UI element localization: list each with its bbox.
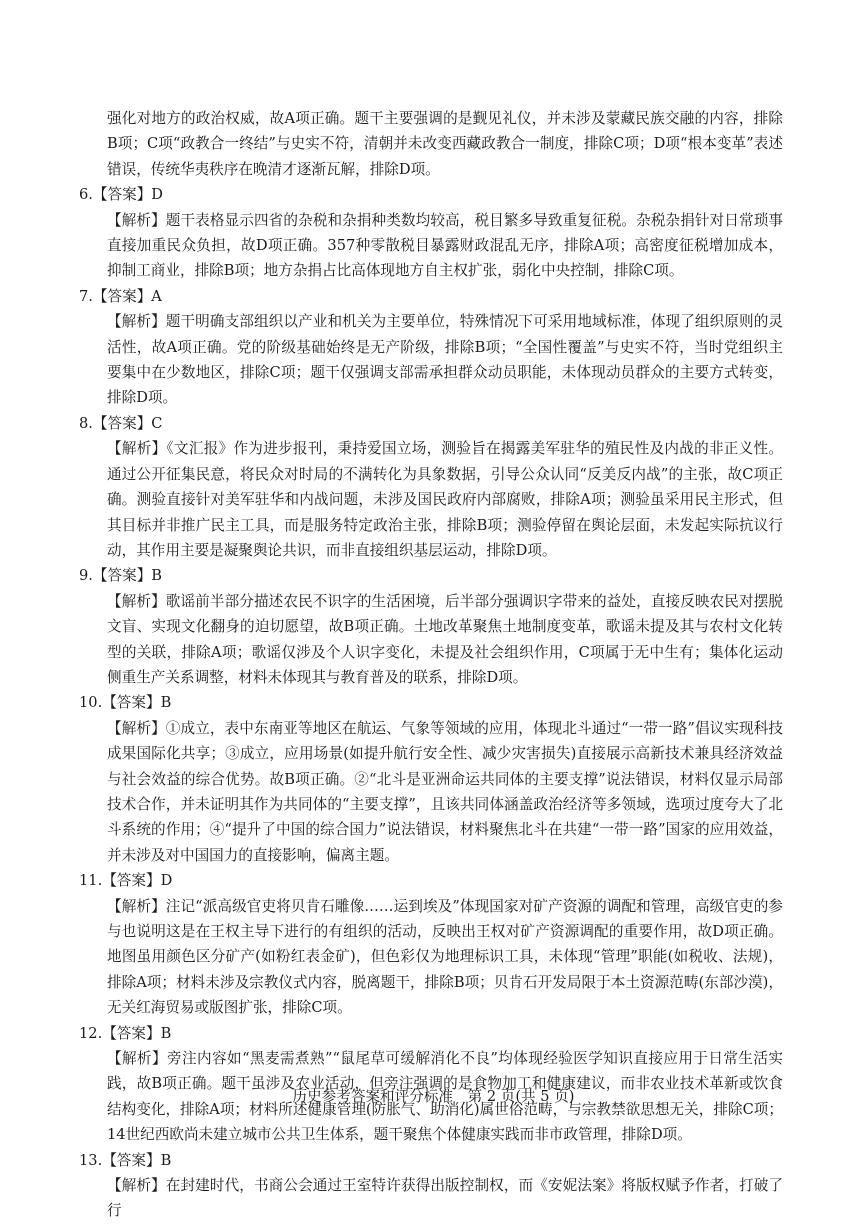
answer-label: 10.【答案】B (79, 694, 172, 712)
page-footer: 历史参考答案和评分标准 第 2 页(共 5 页) (292, 1088, 575, 1105)
analysis-text: 【解析】题干表格显示四省的杂税和杂捐种类数均较高，税目繁多导致重复征税。杂税杂捐针对日常琐事直接加重民众负担，故D项正确。357种零散税目暴露财政混乱无序，排除A项；高密度征税增加成本，抑制工商业，排除B项；地方杂捐占比高体现地方自主权扩张，弱化中央控制，排除C项。 (107, 211, 783, 280)
answer-item-13 (79, 1148, 783, 1224)
intro-paragraph: 强化对地方的政治权威，故A项正确。题干主要强调的是觐见礼仪，并未涉及蒙藏民族交融的内容，排除B项；C项“政教合一终结”与史实不符，清朝并未改变西藏政教合一制度，排除C项；D项“根本变革”表述错误，传统华夷秩序在晚清才逐渐瓦解，排除D项。 (107, 110, 783, 178)
answer-item-9 (79, 563, 783, 690)
answer-label: 9.【答案】B (79, 567, 163, 585)
analysis-text: 【解析】《文汇报》作为进步报刊，秉持爱国立场，测验旨在揭露美军驻华的殖民性及内战的非正义性。通过公开征集民意，将民众对时局的不满转化为具象数据，引导公众认同“反美反内战”的主张，故C项正确。测验直接针对美军驻华和内战问题，未涉及国民政府内部腐败，排除A项；测验虽采用民主形式，但其目标并非推广民主工具，而是服务特定政治主张，排除B项；测验停留在舆论层面，未发起实际抗议行动，其作用主要是凝聚舆论共识，而非直接组织基层运动，排除D项。 (107, 440, 783, 559)
answer-item-7 (79, 284, 783, 411)
analysis-text: 【解析】歌谣前半部分描述农民不识字的生活困境，后半部分强调识字带来的益处，直接反映农民对摆脱文盲、实现文化翻身的迫切愿望，故B项正确。土地改革聚焦土地制度变革，歌谣未提及其与农村文化转型的关联，排除A项；歌谣仅涉及个人识字变化，未提及社会组织作用，C项属于无中生有；集体化运动侧重生产关系调整，材料未体现其与教育普及的联系，排除D项。 (107, 592, 783, 686)
analysis-text: 【解析】注记“派高级官吏将贝肯石雕像……运到埃及”体现国家对矿产资源的调配和管理，高级官吏的参与也说明这是在王权主导下进行的有组织的活动，反映出王权对矿产资源调配的重要作用，故D项正确。地图虽用颜色区分矿产(如粉红表金矿)，但色彩仅为地理标识工具，未体现“管理”职能(如税收、法规)，排除A项；材料未涉及宗教仪式内容，脱离题干，排除B项；贝肯石开发局限于本土资源范畴(东部沙漠)，无关红海贸易或版图扩张，排除C项。 (107, 897, 783, 1017)
answer-item-8 (79, 411, 783, 563)
answer-label: 6.【答案】D (79, 186, 163, 204)
analysis-text: 【解析】在封建时代，书商公会通过王室特许获得出版控制权，而《安妮法案》将版权赋予作者，打破了行 (107, 1177, 783, 1220)
answer-item-6 (79, 182, 783, 284)
answer-label: 12.【答案】B (79, 1024, 172, 1042)
answer-label: 13.【答案】B (79, 1151, 172, 1169)
answer-label: 11.【答案】D (79, 872, 173, 890)
answer-item-11 (79, 868, 783, 1020)
analysis-text: 【解析】①成立，表中东南亚等地区在航运、气象等领域的应用，体现北斗通过“一带一路”倡议实现科技成果国际化共享；③成立，应用场景(如提升航行安全性、减少灾害损失)直接展示高新技术兼具经济效益与社会效益的综合优势。故B项正确。②“北斗是亚洲命运共同体的主要支撑”说法错误，材料仅显示局部技术合作，并未证明其作为共同体的“主要支撑”，且该共同体涵盖政治经济等多领域，选项过度夸大了北斗系统的作用；④“提升了中国的综合国力”说法错误，材料聚焦北斗在共建“一带一路”国家的应用效益，并未涉及对中国国力的直接影响，偏离主题。 (107, 719, 783, 864)
answer-label: 7.【答案】A (79, 287, 162, 305)
answer-label: 8.【答案】C (79, 414, 163, 432)
answer-item-12 (79, 1021, 783, 1148)
analysis-text: 【解析】旁注内容如“黑麦需煮熟”“鼠尾草可缓解消化不良”均体现经验医学知识直接应用于日常生活实践，故B项正确。题干虽涉及农业活动，但旁注强调的是食物加工和健康建议，而非农业技术革新或饮食结构变化，排除A项；材料所述健康管理(防胀气、助消化)属世俗范畴，与宗教禁欲思想无关，排除C项；14世纪西欧尚未建立城市公共卫生体系，题干聚焦个体健康实践而非市政管理，排除D项。 (107, 1050, 783, 1144)
answer-item-10 (79, 690, 783, 868)
document-body (79, 106, 783, 1224)
analysis-text: 【解析】题干明确支部组织以产业和机关为主要单位，特殊情况下可采用地域标准，体现了组织原则的灵活性，故A项正确。党的阶级基础始终是无产阶级，排除B项；“全国性覆盖”与史实不符，当时党组织主要集中在少数地区，排除C项；题干仅强调支部需承担群众动员职能，未体现动员群众的主要方式转变，排除D项。 (107, 313, 783, 407)
